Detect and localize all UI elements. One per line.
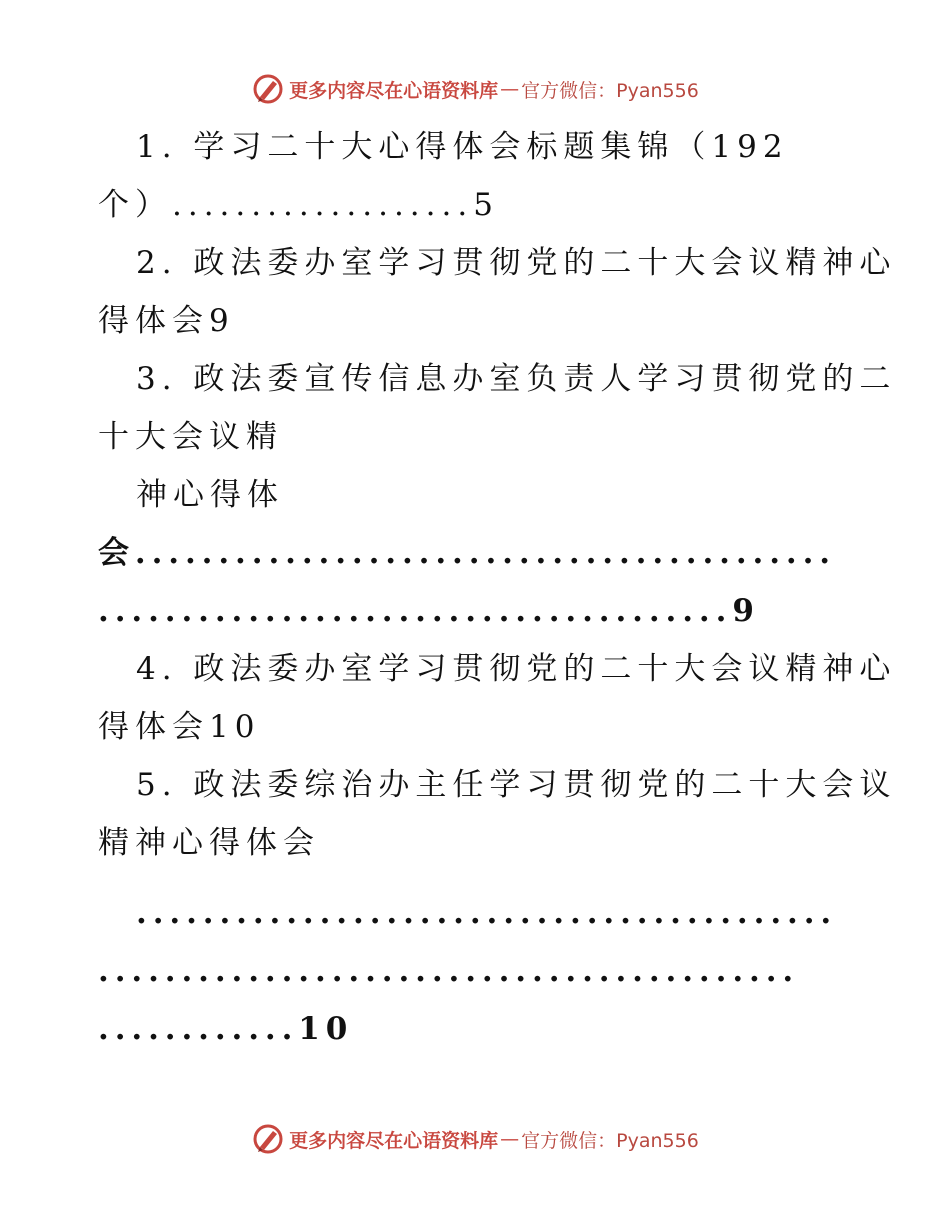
toc-entry-5-line-4[interactable]: .......................................... [98,953,800,989]
toc-entry-5-line-2[interactable]: 精神心得体会 [98,825,320,861]
toc-entry-3-line-3[interactable]: 神心得体 [136,477,284,513]
toc-entry-3-line-4[interactable]: 会.......................................... [98,535,836,571]
pen-logo-icon [251,1122,285,1156]
banner-wechat-text: 官方微信：Pyan556 [521,1129,699,1152]
banner-brand-text: 更多内容尽在心语资料库 [289,79,499,102]
toc-entry-3-line-1[interactable]: 3. 政法委宣传信息办室负责人学习贯彻党的二 [136,361,897,397]
toc-entry-5-line-3[interactable]: .......................................... [136,895,838,931]
toc-entry-1-line-1[interactable]: 1. 学习二十大心得体会标题集锦（192 [136,129,789,165]
toc-entry-4-line-1[interactable]: 4. 政法委办室学习贯彻党的二十大会议精神心 [136,651,897,687]
toc-entry-3-line-5[interactable]: ......................................9 [98,593,760,629]
toc-entry-2-line-2[interactable]: 得体会9 [98,303,235,339]
toc-entry-2-line-1[interactable]: 2. 政法委办室学习贯彻党的二十大会议精神心 [136,245,897,281]
pen-logo-icon [251,72,285,106]
banner-brand-text: 更多内容尽在心语资料库 [289,1129,499,1152]
header-banner [0,72,950,106]
toc-entry-5-line-5[interactable]: ............10 [98,1011,354,1047]
toc-entry-5-line-1[interactable]: 5. 政法委综治办主任学习贯彻党的二十大会议 [136,767,897,803]
banner-wechat-text: 官方微信：Pyan556 [521,79,699,102]
toc-entry-3-line-2[interactable]: 十大会议精 [98,419,283,455]
banner-dash: — [500,78,520,100]
footer-banner [0,1122,950,1156]
toc-entry-4-line-2[interactable]: 得体会10 [98,709,261,745]
banner-dash: — [500,1128,520,1150]
toc-entry-1-line-2[interactable]: 个）...................5 [98,187,499,223]
